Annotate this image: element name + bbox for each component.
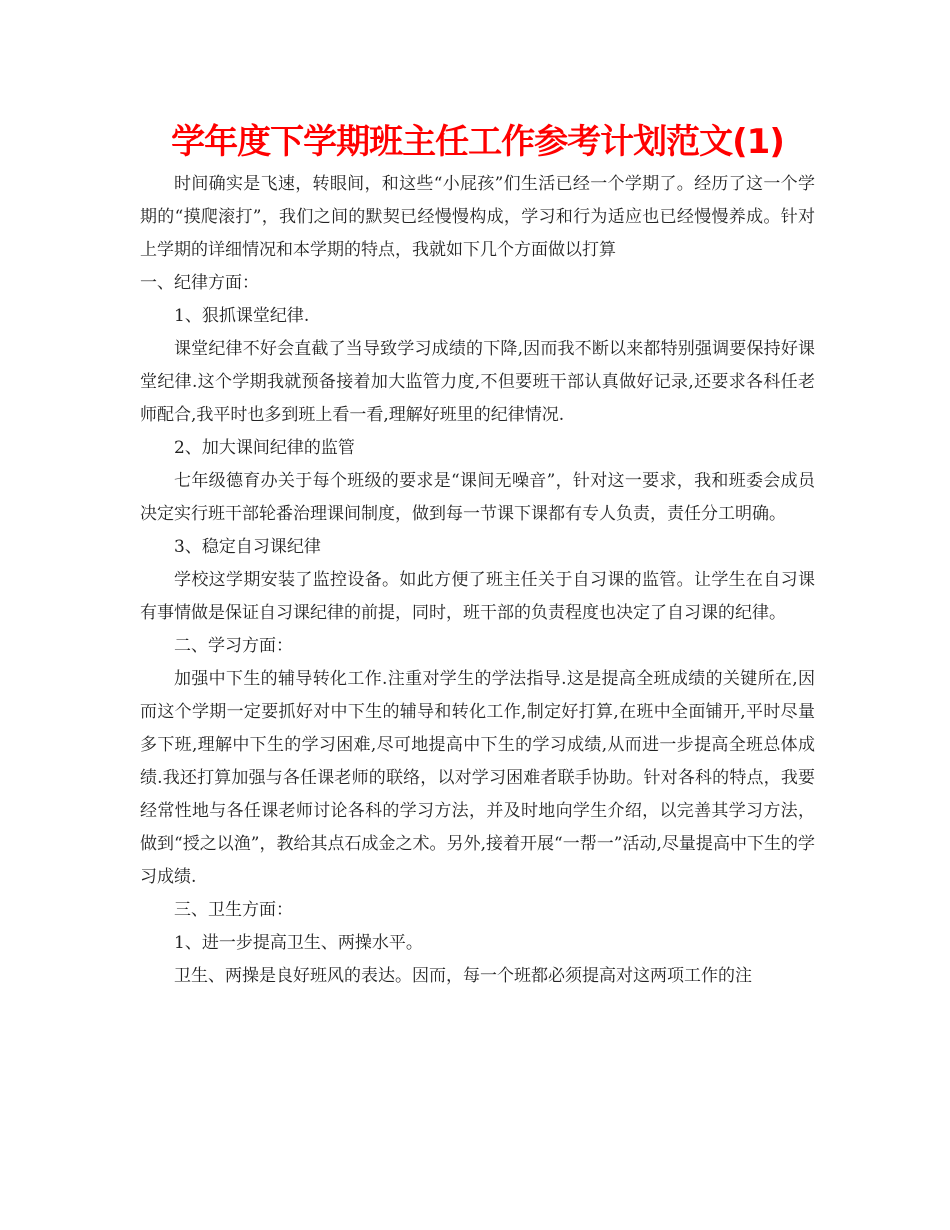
paragraph: 加强中下生的辅导转化工作.注重对学生的学法指导.这是提高全班成绩的关键所在,因而这个学期一定要抓好对中下生的辅导和转化工作,制定好打算,在班中全面铺开,平时尽量多下班,理解中下生的学习困难,尽可地提高中下生的学习成绩,从而进一步提高全班总体成绩.我还打算加强与各任课老师的联络，以对学习困难者联手协助。针对各科的特点，我要经常性地与各任课老师讨论各科的学习方法，并及时地向学生介绍，以完善其学习方法，做到“授之以渔”，教给其点石成金之术。另外,接着开展“一帮一”活动,尽量提高中下生的学习成绩. — [140, 669, 815, 887]
paragraph: 二、学习方面： — [174, 636, 293, 656]
paragraph: 一、纪律方面： — [140, 273, 259, 293]
document-body — [140, 168, 815, 993]
paragraph: 卫生、两操是良好班风的表达。因而，每一个班都必须提高对这两项工作的注 — [174, 966, 752, 986]
paragraph: 课堂纪律不好会直截了当导致学习成绩的下降,因而我不断以来都特别强调要保持好课堂纪律.这个学期我就预备接着加大监管力度,不但要班干部认真做好记录,还要求各科任老师配合,我平时也多到班上看一看,理解好班里的纪律情况. — [140, 339, 815, 425]
paragraph: 1、进一步提高卫生、两操水平。 — [174, 933, 423, 953]
paragraph: 3、稳定自习课纪律 — [174, 537, 321, 557]
document-page — [140, 118, 815, 993]
paragraph: 2、加大课间纪律的监管 — [174, 438, 355, 458]
paragraph: 三、卫生方面： — [174, 900, 293, 920]
paragraph: 学校这学期安装了监控设备。如此方便了班主任关于自习课的监管。让学生在自习课有事情做是保证自习课纪律的前提，同时，班干部的负责程度也决定了自习课的纪律。 — [140, 570, 815, 623]
paragraph: 1、狠抓课堂纪律. — [174, 306, 310, 326]
document-title: 学年度下学期班主任工作参考计划范文(1) — [171, 122, 784, 162]
paragraph: 时间确实是飞速，转眼间，和这些“小屁孩”们生活已经一个学期了。经历了这一个学期的“摸爬滚打”，我们之间的默契已经慢慢构成，学习和行为适应也已经慢慢养成。针对上学期的详细情况和本学期的特点，我就如下几个方面做以打算 — [140, 174, 815, 260]
paragraph: 七年级德育办关于每个班级的要求是“课间无噪音”，针对这一要求，我和班委会成员决定实行班干部轮番治理课间制度，做到每一节课下课都有专人负责，责任分工明确。 — [140, 471, 815, 524]
